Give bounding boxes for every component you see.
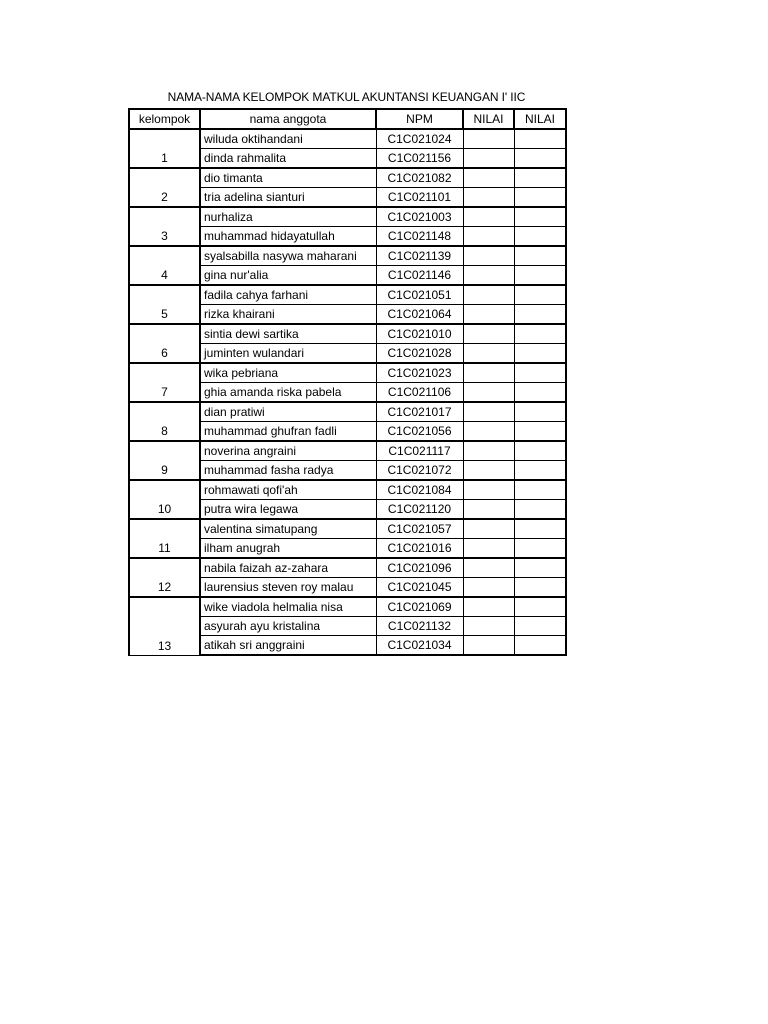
member-name-cell: putra wira legawa [200,500,376,520]
nilai-cell-1 [463,344,514,364]
nilai-cell-1 [463,402,514,422]
nilai-cell-2 [514,344,566,364]
nilai-cell-1 [463,324,514,344]
nilai-cell-1 [463,461,514,481]
header-kelompok: kelompok [129,109,200,129]
member-name-cell: muhammad ghufran fadli [200,422,376,442]
member-name-cell: nabila faizah az-zahara [200,558,376,578]
nilai-cell-1 [463,266,514,286]
table-row [129,168,566,188]
member-name-cell: rizka khairani [200,305,376,325]
member-name-cell: wiluda oktihandani [200,129,376,149]
table-header-row [129,109,566,129]
nilai-cell-2 [514,324,566,344]
nilai-cell-2 [514,519,566,539]
group-number-cell: 4 [129,246,200,285]
nilai-cell-2 [514,383,566,403]
member-name-cell: valentina simatupang [200,519,376,539]
table-row [129,558,566,578]
member-name-cell: gina nur'alia [200,266,376,286]
member-npm-cell: C1C021057 [376,519,463,539]
group-number-cell: 9 [129,441,200,480]
member-name-cell: rohmawati qofi'ah [200,480,376,500]
group-number-cell: 11 [129,519,200,558]
nilai-cell-1 [463,480,514,500]
nilai-cell-2 [514,578,566,598]
member-npm-cell: C1C021148 [376,227,463,247]
group-number-cell: 10 [129,480,200,519]
table-row [129,324,566,344]
group-number-cell: 3 [129,207,200,246]
nilai-cell-1 [463,539,514,559]
nilai-cell-2 [514,597,566,617]
member-name-cell: noverina angraini [200,441,376,461]
group-number-cell: 6 [129,324,200,363]
member-npm-cell: C1C021045 [376,578,463,598]
member-npm-cell: C1C021139 [376,246,463,266]
member-name-cell: dinda rahmalita [200,149,376,169]
header-nilai-1: NILAI [463,109,514,129]
table-row [129,402,566,422]
nilai-cell-1 [463,558,514,578]
nilai-cell-2 [514,461,566,481]
group-number-cell: 13 [129,597,200,655]
table-row [129,480,566,500]
member-name-cell: muhammad hidayatullah [200,227,376,247]
member-name-cell: juminten wulandari [200,344,376,364]
group-number-cell: 7 [129,363,200,402]
member-name-cell: muhammad fasha radya [200,461,376,481]
member-name-cell: nurhaliza [200,207,376,227]
member-name-cell: asyurah ayu kristalina [200,617,376,636]
nilai-cell-2 [514,129,566,149]
member-npm-cell: C1C021096 [376,558,463,578]
group-number-cell: 8 [129,402,200,441]
member-npm-cell: C1C021084 [376,480,463,500]
table-row [129,285,566,305]
member-npm-cell: C1C021017 [376,402,463,422]
nilai-cell-1 [463,636,514,656]
member-npm-cell: C1C021051 [376,285,463,305]
member-npm-cell: C1C021072 [376,461,463,481]
nilai-cell-1 [463,207,514,227]
header-nama-anggota: nama anggota [200,109,376,129]
member-name-cell: syalsabilla nasywa maharani [200,246,376,266]
member-npm-cell: C1C021003 [376,207,463,227]
member-npm-cell: C1C021024 [376,129,463,149]
member-name-cell: wike viadola helmalia nisa [200,597,376,617]
nilai-cell-2 [514,149,566,169]
member-npm-cell: C1C021101 [376,188,463,208]
nilai-cell-1 [463,168,514,188]
nilai-cell-2 [514,500,566,520]
nilai-cell-2 [514,227,566,247]
group-number-cell: 1 [129,129,200,168]
nilai-cell-1 [463,246,514,266]
table-row [129,441,566,461]
nilai-cell-2 [514,305,566,325]
member-npm-cell: C1C021016 [376,539,463,559]
member-name-cell: dian pratiwi [200,402,376,422]
member-npm-cell: C1C021023 [376,363,463,383]
nilai-cell-1 [463,519,514,539]
nilai-cell-1 [463,363,514,383]
group-number-cell: 2 [129,168,200,207]
table-row [129,363,566,383]
group-table-body [129,129,566,655]
nilai-cell-2 [514,558,566,578]
group-number-cell: 12 [129,558,200,597]
member-name-cell: sintia dewi sartika [200,324,376,344]
nilai-cell-2 [514,168,566,188]
nilai-cell-1 [463,500,514,520]
nilai-cell-2 [514,363,566,383]
member-npm-cell: C1C021106 [376,383,463,403]
member-npm-cell: C1C021064 [376,305,463,325]
nilai-cell-2 [514,246,566,266]
member-name-cell: wika pebriana [200,363,376,383]
nilai-cell-1 [463,617,514,636]
member-name-cell: ilham anugrah [200,539,376,559]
nilai-cell-2 [514,207,566,227]
member-npm-cell: C1C021132 [376,617,463,636]
nilai-cell-1 [463,441,514,461]
table-row [129,246,566,266]
table-row [129,207,566,227]
nilai-cell-2 [514,539,566,559]
member-npm-cell: C1C021117 [376,441,463,461]
member-name-cell: dio timanta [200,168,376,188]
member-npm-cell: C1C021156 [376,149,463,169]
member-npm-cell: C1C021010 [376,324,463,344]
nilai-cell-2 [514,480,566,500]
member-npm-cell: C1C021146 [376,266,463,286]
nilai-cell-2 [514,188,566,208]
document-title: NAMA-NAMA KELOMPOK MATKUL AKUNTANSI KEUANGAN I' IIC [167,90,526,104]
table-row [129,597,566,617]
nilai-cell-1 [463,285,514,305]
nilai-cell-2 [514,617,566,636]
nilai-cell-1 [463,129,514,149]
member-npm-cell: C1C021056 [376,422,463,442]
nilai-cell-1 [463,305,514,325]
nilai-cell-1 [463,578,514,598]
member-name-cell: laurensius steven roy malau [200,578,376,598]
table-row [129,129,566,149]
nilai-cell-2 [514,402,566,422]
group-table [128,108,567,656]
member-name-cell: ghia amanda riska pabela [200,383,376,403]
nilai-cell-1 [463,227,514,247]
member-npm-cell: C1C021120 [376,500,463,520]
nilai-cell-1 [463,422,514,442]
nilai-cell-2 [514,422,566,442]
header-npm: NPM [376,109,463,129]
nilai-cell-1 [463,188,514,208]
member-name-cell: atikah sri anggraini [200,636,376,656]
table-row [129,519,566,539]
nilai-cell-2 [514,285,566,305]
member-npm-cell: C1C021034 [376,636,463,656]
member-name-cell: tria adelina sianturi [200,188,376,208]
member-npm-cell: C1C021082 [376,168,463,188]
nilai-cell-2 [514,441,566,461]
nilai-cell-2 [514,636,566,656]
nilai-cell-2 [514,266,566,286]
member-npm-cell: C1C021069 [376,597,463,617]
group-number-cell: 5 [129,285,200,324]
header-nilai-2: NILAI [514,109,566,129]
nilai-cell-1 [463,597,514,617]
member-npm-cell: C1C021028 [376,344,463,364]
nilai-cell-1 [463,149,514,169]
nilai-cell-1 [463,383,514,403]
member-name-cell: fadila cahya farhani [200,285,376,305]
